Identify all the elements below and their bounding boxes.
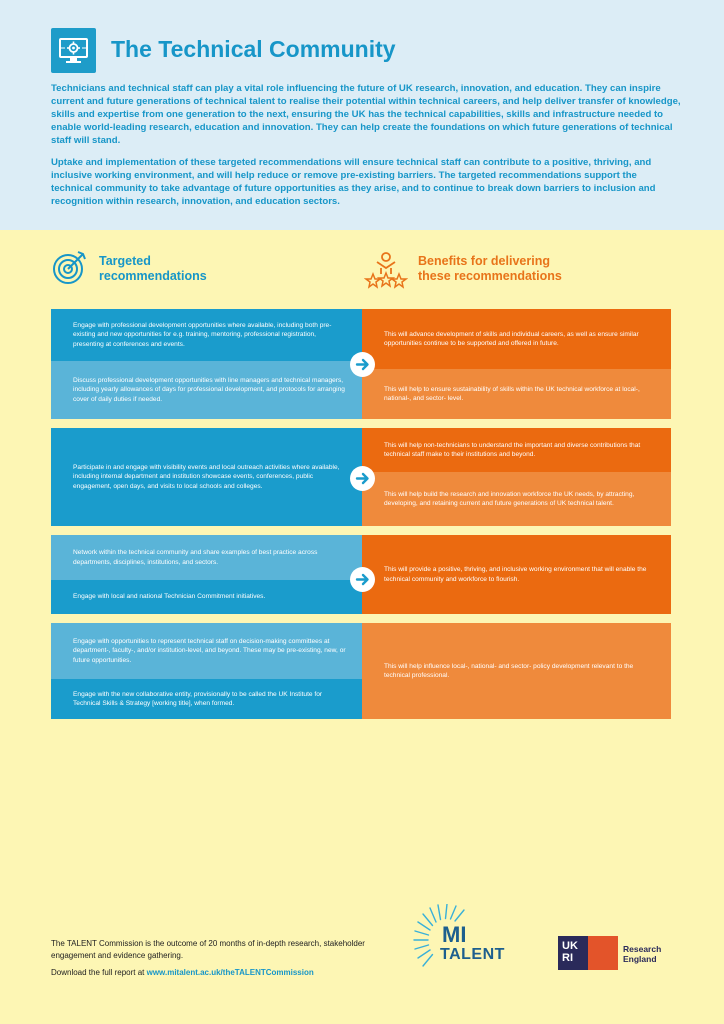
benefits-heading xyxy=(364,248,562,297)
arrow-right-icon xyxy=(350,567,375,592)
recommendation-group-3 xyxy=(51,535,671,614)
benefits-column xyxy=(362,428,671,526)
download-prefix: Download the full report at xyxy=(51,968,147,977)
recommendations-column xyxy=(51,623,362,719)
benefits-column xyxy=(362,309,671,419)
talent-logo-text: TALENT xyxy=(440,946,505,963)
intro-text xyxy=(51,82,681,208)
benefits-column xyxy=(362,623,671,719)
benefits-heading-line1: Benefits for delivering xyxy=(418,254,550,268)
recommendations-heading-line2: recommendations xyxy=(99,269,207,283)
benefit-item: This will help build the research and innovation workforce the UK needs, by attracting, developing, and retaining current and future generations of UK technical talent. xyxy=(362,472,671,526)
target-arrow-icon xyxy=(51,248,89,291)
recommendation-item: Engage with the new collaborative entity, provisionally to be called the UK Institute for Technical Skills & Strategy [working title], when formed. xyxy=(51,679,362,719)
page-title: The Technical Community xyxy=(111,36,396,62)
benefit-item: This will provide a positive, thriving, and inclusive working environment that will enable the technical community and workforce to flourish. xyxy=(362,535,671,614)
recommendation-group-2 xyxy=(51,428,671,526)
footer-description: The TALENT Commission is the outcome of 20 months of in-depth research, stakeholder engagement and evidence gathering. xyxy=(51,939,365,960)
download-link[interactable]: www.mitalent.ac.uk/theTALENTCommission xyxy=(146,968,314,977)
recommendations-heading xyxy=(51,248,207,291)
intro-paragraph-2: Uptake and implementation of these targeted recommendations will ensure technical staff can contribute to a positive, thriving, and inclusive working environment, and will help reduce or remove pre-existing barriers. The targeted recommendations support the technical community to take advantage of future opportunities as they arise, and to continue to break down barriers to inclusion and recognition within research, innovation, and education sectors. xyxy=(51,157,656,207)
mi-talent-logo xyxy=(410,904,520,976)
recommendation-item: Participate in and engage with visibility events and local outreach activities where available, including internal department and institution showcase events, conferences, public engagement, open days, and visits to local schools and colleges. xyxy=(51,428,362,526)
benefit-item: This will help influence local-, national- and sector- policy development relevant to the technical professional. xyxy=(362,623,671,719)
ukri-logo-accent xyxy=(588,936,618,970)
recommendations-column xyxy=(51,309,362,419)
benefits-column xyxy=(362,535,671,614)
research-england-text: Research England xyxy=(623,944,662,964)
recommendations-heading-line1: Targeted xyxy=(99,254,151,268)
arrow-right-icon xyxy=(350,352,375,377)
recommendation-item: Discuss professional development opportunities with line managers and technical managers, including yearly allowances of days for professional development, and protocols for arranging cover of daily duties if needed. xyxy=(51,361,362,419)
arrow-right-icon xyxy=(350,466,375,491)
benefit-item: This will help to ensure sustainability of skills within the UK technical workforce at local-, national-, and sector- level. xyxy=(362,369,671,419)
ukri-logo xyxy=(558,936,618,970)
ukri-logo-text: UK RI xyxy=(562,940,578,964)
computer-gear-icon xyxy=(51,28,96,73)
recommendation-item: Engage with opportunities to represent technical staff on decision-making committees at department-, faculty-, and/or institution-level, and beyond. These may be pre-existing, new, or future opportunities. xyxy=(51,623,362,679)
benefit-item: This will advance development of skills and individual careers, as well as ensure similar opportunities continue to be supported and offered in future. xyxy=(362,309,671,369)
recommendation-group-1 xyxy=(51,309,671,419)
download-line xyxy=(51,967,381,979)
footer-text xyxy=(51,938,381,979)
benefit-item: This will help non-technicians to understand the important and diverse contributions that technical staff make to their institutions and beyond. xyxy=(362,428,671,472)
benefits-heading-line2: these recommendations xyxy=(418,269,562,283)
recommendations-column xyxy=(51,535,362,614)
recommendation-item: Network within the technical community and share examples of best practice across departments, disciplines, institutions, and sectors. xyxy=(51,535,362,580)
recommendation-group-4 xyxy=(51,623,671,719)
intro-section xyxy=(0,0,724,230)
mi-logo-text: MI xyxy=(442,922,467,947)
people-stars-icon xyxy=(364,248,408,297)
recommendations-column xyxy=(51,428,362,526)
recommendation-item: Engage with professional development opportunities where available, including both pre-existing and new opportunities for e.g. training, mentoring, professional registration, presenting at conferences and events. xyxy=(51,309,362,361)
intro-paragraph-1: Technicians and technical staff can play a vital role influencing the future of UK research, innovation, and education. They can inspire current and future generations of technical talent to realise their potential within technical careers, and help deliver transfer of knowledge, skills and expertise from one generation to the next, ensuring the UK has the technical capabilities, skills and infrastructure needed to enable world-leading research, education and innovation. They can help create the foundations on which future generations of technical staff will stand. xyxy=(51,83,681,146)
recommendation-item: Engage with local and national Technician Commitment initiatives. xyxy=(51,580,362,614)
